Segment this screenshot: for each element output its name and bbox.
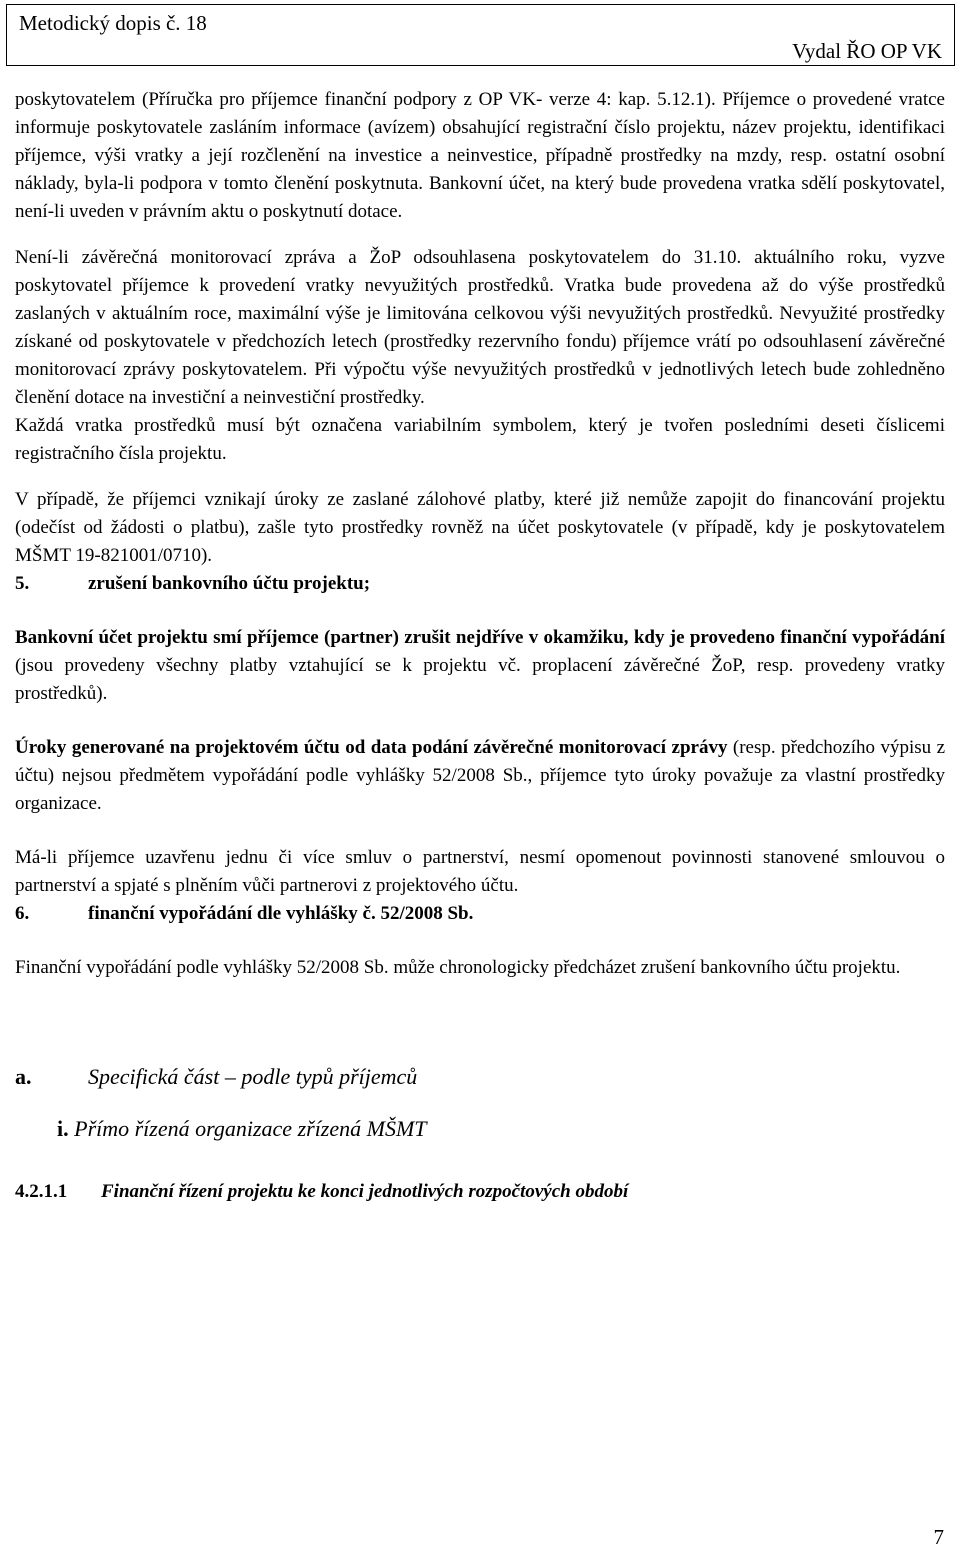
paragraph-interest: V případě, že příjemci vznikají úroky ze zaslané zálohové platby, které již nemůže zapojit do financování projektu (odečíst od žádosti o platbu), zašle tyto prostředky rovněž na účet poskytovatele (v případě, kdy je poskytovatelem MŠMT 19-821001/0710). [15, 489, 945, 566]
section-number: 5. [15, 573, 30, 594]
heading-title: Specifická část – podle typů příjemců [88, 1064, 418, 1089]
paragraph-variable-symbol: Každá vratka prostředků musí být označena variabilním symbolem, který je tvořen posledními deseti číslicemi registračního čísla projektu. [15, 415, 945, 464]
header-document-title: Metodický dopis č. 18 [19, 11, 207, 35]
section-heading-6 [15, 900, 945, 928]
paragraph-account-closure [15, 624, 945, 708]
paragraph-settlement: Finanční vypořádání podle vyhlášky 52/2008 Sb. může chronologicky předcházet zrušení bankovního účtu projektu. [15, 957, 901, 978]
section-title: finanční vypořádání dle vyhlášky č. 52/2008 Sb. [88, 903, 474, 924]
paragraph-refund-notice: poskytovatelem (Příručka pro příjemce finanční podpory z OP VK- verze 4: kap. 5.12.1). Příjemce o provedené vratce informuje poskytovatele zasláním informace (avízem) obsahující registrační číslo projektu, název projektu, identifikaci příjemce, výši vratky a její rozčlenění na investice a neinvestice, případně prostředky na mzdy, resp. ostatní osobní náklady, byla-li podpora v tomto členění poskytnuta. Bankovní účet, na který bude provedena vratka sdělí poskytovatel, není-li uveden v právním aktu o poskytnutí dotace. [15, 89, 945, 222]
paragraph-text: (jsou provedeny všechny platby vztahující se k projektu vč. proplacení závěrečné ŽoP, resp. provedeny vratky prostředků). [15, 655, 945, 704]
section-heading-5 [15, 570, 945, 598]
page-number: 7 [933, 1525, 944, 1549]
header-issuer: Vydal ŘO OP VK [792, 39, 942, 63]
page-header [6, 4, 955, 66]
heading-specific-part [15, 1062, 945, 1092]
bold-text: Bankovní účet projektu smí příjemce (partner) zrušit nejdříve v okamžiku, kdy je provedeno finanční vypořádání [15, 627, 945, 648]
heading-letter: a. [15, 1064, 32, 1089]
heading-title: Přímo řízená organizace zřízená MŠMT [74, 1116, 427, 1141]
heading-4-2-1-1 [15, 1178, 945, 1206]
heading-number: 4.2.1.1 [15, 1181, 68, 1202]
paragraph-partnership: Má-li příjemce uzavřenu jednu či více smluv o partnerství, nesmí opomenout povinnosti stanovené smlouvou o partnerství a spjaté s plněním vůči partnerovi z projektového účtu. [15, 847, 945, 896]
paragraph-interest-generated [15, 734, 945, 818]
document-body [15, 86, 945, 1206]
section-title: zrušení bankovního účtu projektu; [88, 573, 371, 594]
section-number: 6. [15, 903, 30, 924]
bold-text: Úroky generované na projektovém účtu od data podání závěrečné monitorovací zprávy [15, 737, 728, 758]
paragraph-unused-funds: Není-li závěrečná monitorovací zpráva a ŽoP odsouhlasena poskytovatelem do 31.10. aktuálního roku, vyzve poskytovatel příjemce k provedení vratky nevyužitých prostředků. Vratka bude provedena až do výše prostředků zaslaných v aktuálním roce, maximální výše je limitována celkovou výši nevyužitých prostředků. Nevyužité prostředky získané od poskytovatele v předchozích letech (prostředky rezervního fondu) příjemce vrátí po odsouhlasení závěrečné monitorovací zprávy poskytovatelem. Při výpočtu výše nevyužitých prostředků v jednotlivých letech bude zohledněno členění dotace na investiční a neinvestiční prostředky. [15, 247, 945, 408]
heading-roman: i. [57, 1116, 69, 1141]
paragraph-text: (resp. předchozího výpisu z účtu) nejsou předmětem vypořádání podle vyhlášky 52/2008 Sb., příjemce tyto úroky považuje za vlastní prostředky organizace. [15, 737, 945, 814]
heading-title: Finanční řízení projektu ke konci jednotlivých rozpočtových období [101, 1181, 629, 1202]
heading-subsection-i [57, 1114, 945, 1144]
